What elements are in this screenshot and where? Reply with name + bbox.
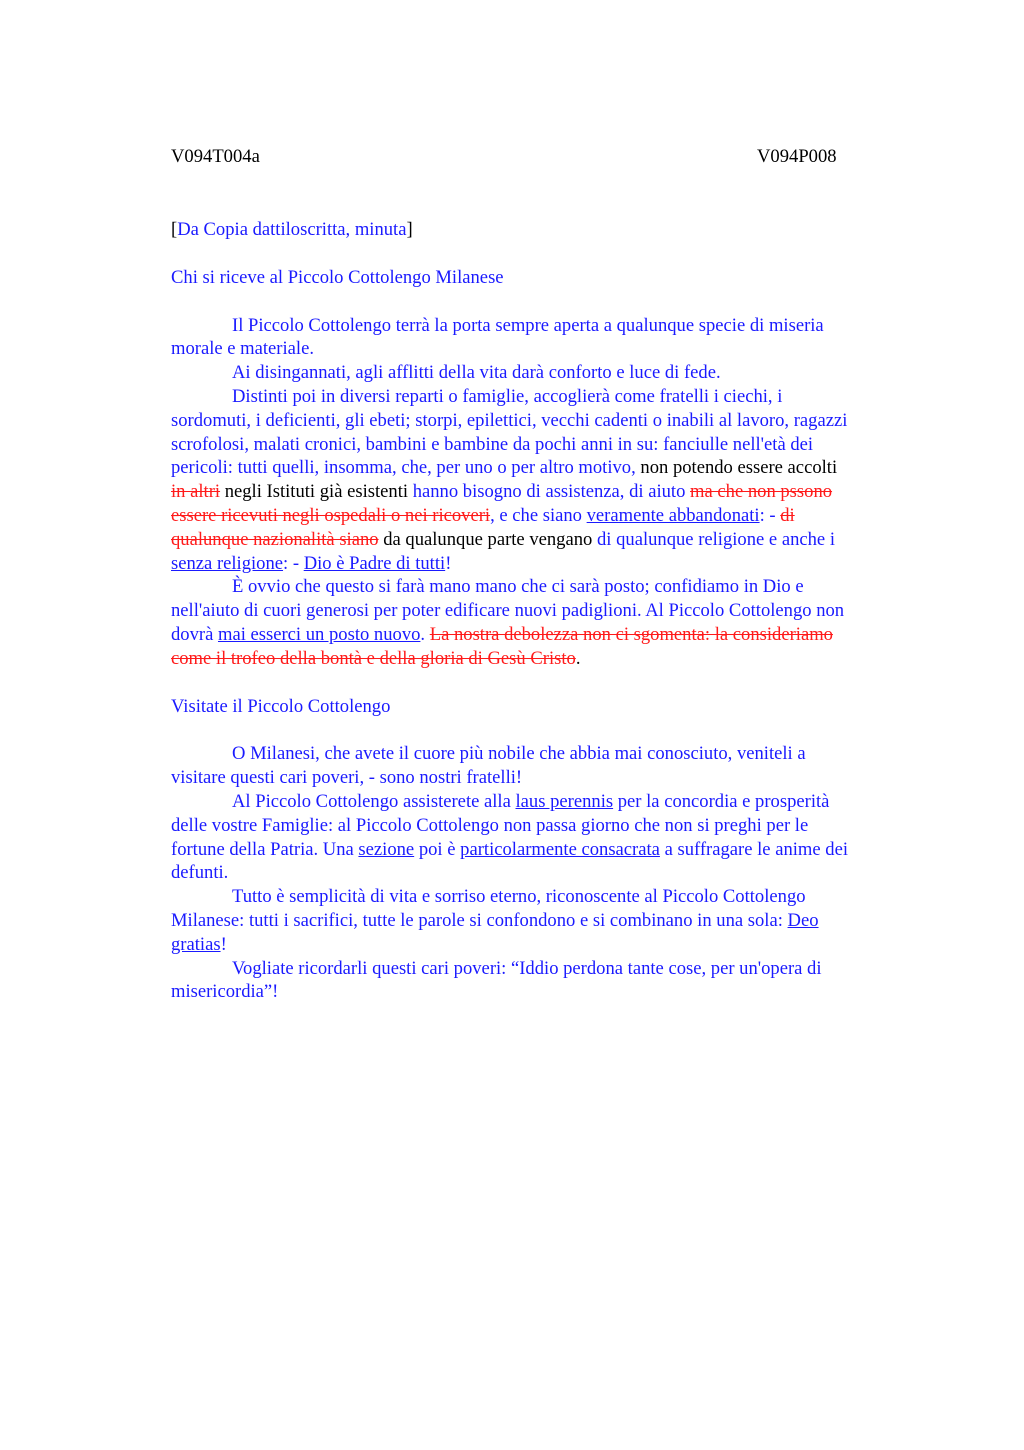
document-header bbox=[171, 145, 926, 169]
paragraph bbox=[171, 742, 926, 790]
page-code-right: V094P008 bbox=[757, 146, 837, 167]
underlined-text: laus perennis bbox=[515, 790, 614, 812]
deleted-text: essere ricevuti negli ospedali o nei ricoveri bbox=[171, 504, 491, 526]
text-line: È ovvio che questo si farà mano mano che ci sarà posto; confidiamo in Dio e bbox=[232, 576, 804, 598]
text-line: visitare questi cari poveri, - sono nostri fratelli! bbox=[171, 767, 523, 789]
deleted-text: in altri bbox=[171, 481, 221, 503]
text-line: morale e materiale. bbox=[171, 338, 314, 360]
deleted-text: di bbox=[780, 504, 795, 526]
added-text: Milanese: tutti i sacrifici, tutte le parole si confondono e si combinano in una sola: bbox=[171, 909, 788, 931]
document-code-left: V094T004a bbox=[171, 146, 260, 167]
text-line: Ai disingannati, agli afflitti della vita darà conforto e luce di fede. bbox=[232, 362, 721, 384]
paragraph bbox=[171, 385, 926, 575]
section-title-chi-si-riceve: Chi si riceve al Piccolo Cottolengo Milanese bbox=[171, 266, 504, 288]
source-text: Da Copia dattiloscritta, minuta bbox=[177, 219, 407, 240]
added-text: poi è bbox=[414, 838, 461, 860]
underlined-text: veramente abbandonati bbox=[586, 504, 760, 526]
text-line: nell'aiuto di cuori generosi per poter edificare nuovi padiglioni. Al Piccolo Cottolengo non bbox=[171, 600, 845, 622]
added-text: ! bbox=[445, 552, 452, 574]
text-line bbox=[171, 480, 926, 504]
added-text: pericoli: tutti quelli, insomma, che, per uno o per altro motivo, bbox=[171, 457, 636, 479]
added-text: hanno bisogno di assistenza, di aiuto bbox=[412, 481, 691, 503]
section-1-body bbox=[171, 314, 926, 671]
text-line bbox=[171, 456, 926, 480]
deleted-text: come il trofeo della bontà e della gloria di Gesù Cristo bbox=[171, 647, 576, 669]
original-text: negli Istituti già esistenti bbox=[220, 481, 413, 503]
section-2-body bbox=[171, 742, 926, 1004]
text-line bbox=[171, 838, 926, 862]
text-line: Vogliate ricordarli questi cari poveri: “Iddio perdona tante cose, per un'opera di bbox=[232, 957, 822, 979]
added-text: : - bbox=[759, 504, 781, 526]
text-line: delle vostre Famiglie: al Piccolo Cottolengo non passa giorno che non si preghi per le bbox=[171, 814, 809, 836]
deleted-text: qualunque nazionalità siano bbox=[171, 528, 379, 550]
added-text: : - bbox=[283, 552, 304, 574]
original-text: . bbox=[575, 647, 581, 669]
underlined-text: mai esserci un posto nuovo bbox=[217, 623, 421, 645]
deleted-text: La nostra debolezza non ci sgomenta: la consideriamo bbox=[429, 623, 833, 645]
original-text: non potendo essere accolti bbox=[635, 457, 838, 479]
section-title-visitate: Visitate il Piccolo Cottolengo bbox=[171, 695, 391, 717]
underlined-text: Dio è Padre di tutti bbox=[303, 552, 446, 574]
source-open-bracket: [ bbox=[171, 219, 178, 240]
text-line bbox=[171, 623, 926, 647]
text-line bbox=[171, 552, 926, 576]
paragraph bbox=[171, 361, 926, 385]
underlined-text: gratias bbox=[171, 933, 221, 955]
paragraph bbox=[171, 790, 926, 885]
text-line: misericordia”! bbox=[171, 981, 279, 1003]
original-text: da qualunque parte vengano bbox=[378, 528, 597, 550]
deleted-text: ma che non pssono bbox=[690, 481, 833, 503]
text-line bbox=[171, 933, 926, 957]
text-line: Il Piccolo Cottolengo terrà la porta sempre aperta a qualunque specie di miseria bbox=[232, 314, 824, 336]
text-line bbox=[171, 909, 926, 933]
underlined-text: Deo bbox=[787, 909, 819, 931]
added-text: Al Piccolo Cottolengo assisterete alla bbox=[232, 790, 516, 812]
added-text: di qualunque religione e anche i bbox=[596, 528, 835, 550]
source-close-bracket: ] bbox=[406, 219, 413, 240]
text-line: Distinti poi in diversi reparti o famiglie, accoglierà come fratelli i ciechi, i bbox=[232, 385, 783, 407]
text-line bbox=[171, 790, 926, 814]
paragraph bbox=[171, 575, 926, 670]
document-page bbox=[171, 145, 926, 1004]
text-line bbox=[171, 504, 926, 528]
paragraph bbox=[171, 885, 926, 956]
text-line: defunti. bbox=[171, 862, 229, 884]
text-line: scrofolosi, malati cronici, bambini e bambine da pochi anni in su: fanciulle nell'età dei bbox=[171, 433, 814, 455]
added-text: a suffragare le anime dei bbox=[659, 838, 849, 860]
text-line: sordomuti, i deficienti, gli ebeti; storpi, epilettici, vecchi cadenti o inabili al lavoro, ragazzi bbox=[171, 409, 848, 431]
paragraph bbox=[171, 314, 926, 362]
underlined-text: senza religione bbox=[171, 552, 284, 574]
underlined-text: sezione bbox=[358, 838, 415, 860]
added-text: fortune della Patria. Una bbox=[171, 838, 359, 860]
paragraph bbox=[171, 957, 926, 1005]
added-text: , e che siano bbox=[490, 504, 587, 526]
text-line: Tutto è semplicità di vita e sorriso eterno, riconoscente al Piccolo Cottolengo bbox=[232, 886, 806, 908]
added-text: . bbox=[420, 623, 430, 645]
added-text: ! bbox=[220, 933, 227, 955]
text-line bbox=[171, 647, 926, 671]
source-note bbox=[171, 218, 926, 242]
added-text: per la concordia e prosperità bbox=[613, 790, 830, 812]
text-line bbox=[171, 528, 926, 552]
text-line: O Milanesi, che avete il cuore più nobile che abbia mai conosciuto, veniteli a bbox=[232, 743, 806, 765]
added-text: dovrà bbox=[171, 623, 218, 645]
underlined-text: particolarmente consacrata bbox=[460, 838, 660, 860]
